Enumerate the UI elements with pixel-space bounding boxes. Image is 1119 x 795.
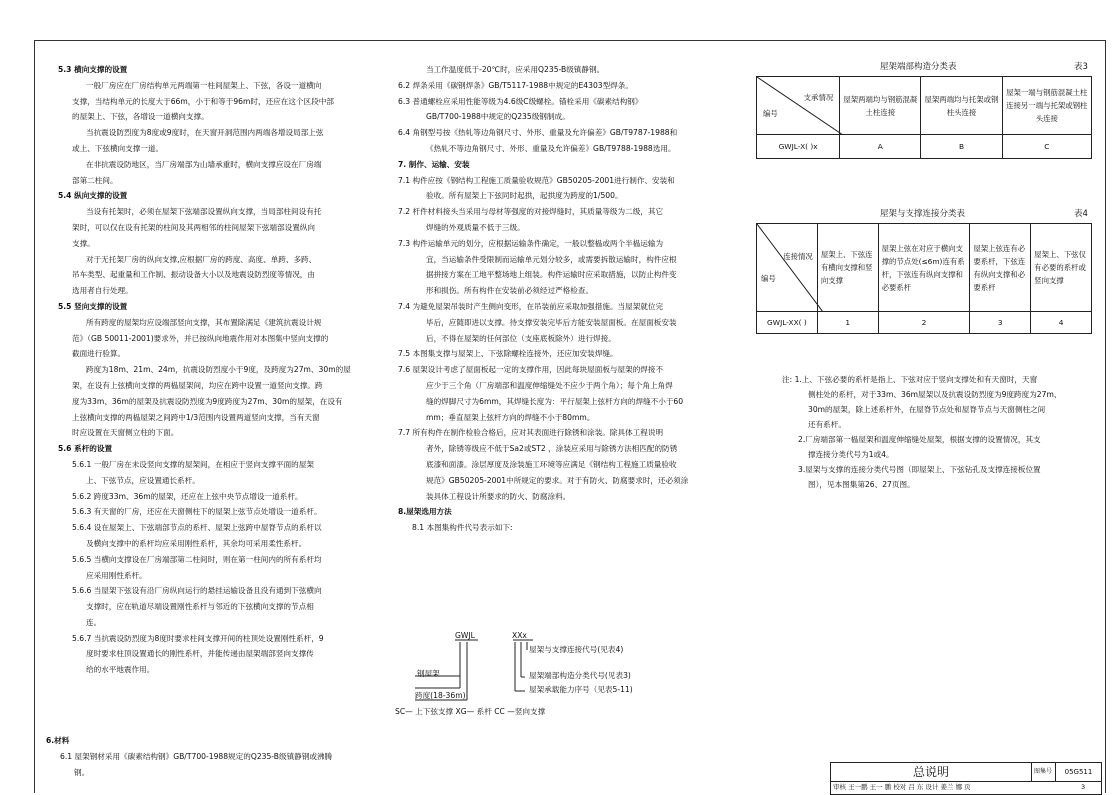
left-col-line: 当设有托架时，必须在屋架下弦端部设置纵向支撑，当局部柱间设有托 [86, 207, 322, 217]
table3-header-0: 屋架两端均与钢筋混凝土柱连接 [840, 77, 921, 135]
mid-col-line: 8.1 本图集构件代号表示如下: [412, 523, 513, 533]
mid-col-line: 缝的焊脚尺寸为6mm，其焊缝长度为：平行屋架上弦杆方向的焊缝不小于60 [426, 396, 684, 406]
mid-col-line: mm；垂直屋架上弦杆方向的焊缝不小于80mm。 [426, 412, 595, 422]
table3-end-structure [756, 76, 1092, 159]
table4-caption: 屋架与支撑连接分类表 [880, 209, 966, 219]
title-block-atlas-label: 图集号 [1031, 763, 1056, 782]
mid-col-line: 6.3 普通螺栓应采用性能等级为4.6级C级螺栓。锚栓采用《碳素结构钢》 [398, 96, 643, 106]
title-block [830, 762, 1102, 795]
mid-col-line: 7. 制作、运输、安装 [398, 159, 470, 169]
code-label-truss: 钢屋架 [417, 669, 440, 678]
title-block-signature-row: 审核 王一鹏 王一 鹏 校对 吕 东 设计 姜兰 娜 页 [833, 783, 971, 791]
left-col-line: 架，在设有上弦横向支撑的两榀屋架间，均应在跨中设置一道竖向支撑。跨 [72, 380, 323, 390]
left-col-line: 5.6.4 设在屋架上、下弦端部节点的系杆、屋架上弦跨中屋脊节点的系杆以 [72, 523, 322, 533]
code-suffix: XXx [512, 631, 527, 640]
left-col-line: 范》（GB 50011-2001)要求外，并已按纵向地震作用对本图集中竖向支撑的 [72, 333, 329, 343]
left-col-line: 支撑。 [72, 238, 95, 248]
mid-col-line: 后，不得在屋架的任何部位（支座底板除外）进行焊接。 [426, 333, 616, 343]
mid-col-line: 焊缝的外观质量不低于三级。 [426, 222, 525, 232]
left-col-line: 上弦横向支撑的两榀屋架之间跨中1/3范围内设置两道竖向支撑，当有天窗 [72, 412, 320, 422]
mid-col-line: GB/T700-1988中规定的Q235级钢制成。 [426, 112, 570, 122]
left-col-line: 连。 [86, 617, 102, 627]
left-col-line: 及横向支撑中的系杆均应采用刚性系杆，其余均可采用柔性系杆。 [86, 538, 307, 548]
code-item-end-type: 屋架端部构造分类代号(见表3) [529, 671, 631, 680]
code-item-connection: 屋架与支撑连接代号(见表4) [529, 645, 624, 654]
left-col-line: 一般厂房应在厂房结构单元两端第一柱间屋架上、下弦，各设一道横向 [86, 80, 322, 90]
component-code-diagram [395, 628, 695, 723]
mid-col-line: 形和损伤。所有构件在安装前必须经过严格检查。 [426, 286, 594, 296]
table4-value-0: 1 [817, 312, 878, 334]
note-line: 注: 1.上、下弦必要的系杆是指上、下弦对应于竖向支撑处和有天窗时，天窗 [782, 375, 1038, 384]
table4-corner-cell [757, 224, 818, 312]
table3-header-1: 屋架两端均与托架或钢柱头连接 [921, 77, 1002, 135]
code-label-span: 跨度(18-36m) [415, 691, 466, 700]
materials-line: 钢。 [74, 767, 90, 777]
note-line: 3.屋架与支撑的连接分类代号图（即屋架上、下弦钻孔及支撑连接板位置 [798, 465, 1041, 474]
left-col-line: 或上、下弦横向支撑一道。 [72, 143, 164, 153]
mid-col-line: 宜，当运输条件受限制而运输单元划分较多，或需要拆散运输时，构件应根 [426, 254, 677, 264]
left-col-line: 5.6.3 有天窗的厂房，还应在天窗侧柱下的屋架上弦节点处增设一道系杆。 [72, 507, 322, 517]
left-col-line: 时应设置在天窗侧立柱的下面。 [72, 428, 179, 438]
mid-col-line: 应少于三个角（厂房端部和温度伸缩缝处不应少于两个角）；每个角上角焊 [426, 380, 673, 390]
left-col-line: 5.6.2 跨度33m、36m的屋架，还应在上弦中央节点增设一道系杆。 [72, 491, 303, 501]
table4-value-2: 3 [970, 312, 1031, 334]
table4-value-1: 2 [878, 312, 970, 334]
left-col-line: 部第二柱间。 [72, 175, 118, 185]
mid-col-line: 者外，除锈等级应不低于Sa2或ST2 ，涂装应采用与除锈方法相匹配的防锈 [426, 444, 678, 454]
left-col-line: 应采用刚性系杆。 [86, 570, 147, 580]
mid-col-line: 底漆和面漆。涂层厚度及涂装施工环境等应满足《钢结构工程施工质量验收 [426, 459, 677, 469]
note-line: 还有系杆。 [808, 420, 846, 429]
table4-number: 表4 [1074, 209, 1088, 219]
table3-value-2: C [1002, 135, 1091, 159]
table4-bracing-connection [756, 223, 1092, 334]
table3-row-label: GWJL-X( )x [757, 135, 840, 159]
materials-line: 6.材料 [46, 736, 70, 745]
left-column-text [58, 62, 378, 678]
mid-col-line: 7.7 所有构件在制作检验合格后，应对其表面进行除锈和涂装。除具体工程说明 [398, 428, 664, 438]
table4-corner-top: 连接情况 [783, 252, 813, 261]
left-col-line: 5.6.7 当抗震设防烈度为8度时要求柱间支撑开间的柱顶处设置刚性系杆，9 [72, 633, 324, 643]
table3-value-1: B [921, 135, 1002, 159]
mid-col-line: 7.1 构件应按《钢结构工程施工质量验收规范》GB50205-2001进行制作、安装和 [398, 175, 675, 185]
mid-col-line: 7.4 为避免屋架吊装时产生侧向变形，在吊装前应采取加强措施。当屋架就位完 [398, 301, 664, 311]
mid-col-line: 6.2 焊条采用《碳钢焊条》GB/T5117-1988中规定的E4303型焊条。 [398, 80, 633, 90]
mid-col-line: 7.3 构件运输单元的划分，应根据运输条件确定，一般以整榀或两个半榀运输为 [398, 238, 664, 248]
left-col-line: 支撑时，应在轨道尽端设置刚性系杆与邻近的下弦横向支撑的节点相 [86, 602, 314, 612]
mid-col-line: 据拼接方案在工地平整场地上组装。构件运输时应采取措施，以防止构件变 [426, 270, 677, 280]
notes-section [782, 372, 1100, 492]
note-line: 图），见本图集第26、27页图。 [808, 480, 915, 489]
left-col-line: 5.5 竖向支撑的设置 [58, 301, 128, 311]
table3-corner-bottom: 编号 [763, 109, 778, 118]
table4-corner-bottom: 编号 [761, 274, 776, 283]
table4-header-3: 屋架上、下弦仅有必要的系杆或竖向支撑 [1031, 224, 1092, 312]
left-col-line: 5.6 系杆的设置 [58, 444, 113, 454]
middle-column-text [398, 62, 733, 536]
materials-section [46, 733, 386, 780]
left-col-line: 5.6.5 当横向支撑设在厂房端部第二柱间时，则在第一柱间内的所有系杆均 [72, 554, 322, 564]
left-col-line: 上、下弦节点，应设置通长系杆。 [86, 475, 200, 485]
mid-col-line: 7.2 杆件材料接头当采用与母材等强度的对接焊缝时，其质量等级为二级，其它 [398, 207, 664, 217]
mid-col-line: 规范》GB50205-2001中所规定的要求。对于有防火、防腐要求时，还必须涂 [426, 475, 689, 485]
mid-col-line: 毕后，应随即进以支撑。待支撑安装完毕后方能安装屋面板。在屋面板安装 [426, 317, 677, 327]
mid-col-line: 8.屋架选用方法 [398, 507, 452, 517]
left-col-line: 对于无托架厂房的纵向支撑,应根据厂房的跨度、高度、单跨、多跨、 [86, 254, 317, 264]
table4-header-1: 屋架上弦在对应于横向支撑的节点处(≤6m)连有系杆，下弦连有纵向支撑和必要系杆 [878, 224, 970, 312]
left-col-line: 5.6.1 一般厂房在未设竖向支撑的屋架间，在相应于竖向支撑平面的屋架 [72, 459, 314, 469]
left-col-line: 的屋架上、下弦，各增设一道横向支撑。 [72, 112, 209, 122]
table4-header-2: 屋架上弦连有必要系杆，下弦连有纵向支撑和必要系杆 [970, 224, 1031, 312]
mid-col-line: 7.5 本图集支撑与屋架上、下弦除螺栓连接外，还应加安装焊缝。 [398, 349, 618, 359]
table4-row-label: GWJL-XX( ) [757, 312, 818, 334]
mid-col-line: 6.4 角钢型号按《热轧等边角钢尺寸、外形、重量及允许偏差》GB/T9787-1988和 [398, 128, 678, 138]
title-block-page: 3 [1081, 783, 1086, 791]
table4-diagonal [757, 224, 823, 312]
code-prefix: GWJL [455, 631, 475, 640]
note-line: 撑连接分类代号为1或4。 [808, 450, 894, 459]
note-line: 30m的屋架，除上述系杆外，在屋脊节点处和屋脊节点与天窗侧柱之间 [808, 405, 1046, 414]
left-col-line: 给的水平地震作用。 [86, 665, 155, 675]
mid-col-line: 《热轧不等边角钢尺寸、外形、重量及允许偏差》GB/T9788-1988选用。 [426, 143, 676, 153]
mid-col-line: 验收。所有屋架上下弦同时起拱，起拱度为跨度的1/500。 [426, 191, 623, 201]
mid-col-line: 装具体工程设计所要求的防火、防腐涂料。 [426, 491, 571, 501]
left-col-line: 当抗震设防烈度为8度或9度时，在天窗开洞范围内两端各增设局部上弦 [86, 128, 324, 138]
mid-col-line: 7.6 屋架设计考虑了屋面板起一定的支撑作用，因此每块屋面板与屋架的焊接不 [398, 365, 664, 375]
table3-corner-top: 支承情况 [803, 93, 834, 102]
code-item-capacity: 屋架承载能力序号（见表5-11) [529, 685, 633, 694]
left-col-line: 吊车类型、起重量和工作制、振动设备大小以及地震设防烈度等情况，由 [72, 270, 315, 280]
table3-number: 表3 [1074, 62, 1088, 72]
left-col-line: 支撑，当结构单元的长度大于66m，小于和等于96m时，还应在这个区段中部 [72, 96, 334, 106]
title-block-atlas-number: 05G511 [1056, 763, 1101, 782]
left-col-line: 跨度为18m、21m、24m，抗震设防烈度小于9度，及跨度为27m、30m的屋 [86, 365, 351, 375]
left-col-line: 选用者自行处理。 [72, 286, 133, 296]
table3-value-0: A [840, 135, 921, 159]
left-col-line: 度时要求柱顶设置通长的刚性系杆，并能传递由屋架端部竖向支撑传 [86, 649, 314, 659]
left-col-line: 度为33m、36m的屋架及抗震设防烈度为9度跨度为27m、30m的屋架，在设有 [72, 396, 343, 406]
table3-caption: 屋架端部构造分类表 [880, 62, 957, 72]
left-col-line: 5.6.6 当屋架下弦设有沿厂房纵向运行的悬挂运输设备且没有通到下弦横向 [72, 586, 322, 596]
code-legend: SC— 上下弦支撑 XG— 系杆 CC —竖向支撑 [395, 707, 546, 716]
table3-diagonal [757, 77, 843, 135]
table4-header-0: 屋架上、下弦连有横向支撑和竖向支撑 [817, 224, 878, 312]
note-line: 2.厂房端部第一榀屋架和温度伸缩缝处屋架，根据支撑的设置情况，其支 [798, 435, 1041, 444]
table4-value-3: 4 [1031, 312, 1092, 334]
left-col-line: 在非抗震设防地区，当厂房端部为山墙承重时，横向支撑应设在厂房端 [86, 159, 322, 169]
title-block-signatures [831, 781, 1101, 794]
left-col-line: 所有跨度的屋架均应设端部竖向支撑，其布置除满足《建筑抗震设计规 [86, 317, 322, 327]
note-line: 侧柱处的系杆，对于33m、36m屋架以及抗震设防烈度为9度跨度为27m、 [808, 390, 1062, 399]
left-col-line: 5.4 纵向支撑的设置 [58, 191, 128, 201]
mid-col-line: 当工作温度低于-20℃时，应采用Q235-B级镇静钢。 [426, 65, 605, 74]
table3-corner-cell [757, 77, 840, 135]
materials-line: 6.1 屋架钢材采用《碳素结构钢》GB/T700-1988规定的Q235-B级镇静钢或沸腾 [60, 751, 333, 761]
table3-header-2: 屋架一端与钢筋混凝土柱连接另一端与托架或钢柱头连接 [1002, 77, 1091, 135]
left-col-line: 5.3 横向支撑的设置 [58, 65, 128, 74]
left-col-line: 架时，可以仅在设有托架的柱间及其两相邻的柱间屋架下弦端部设置纵向 [72, 222, 315, 232]
title-block-title: 总说明 [831, 763, 1032, 782]
left-col-line: 截面进行验算。 [72, 349, 126, 359]
